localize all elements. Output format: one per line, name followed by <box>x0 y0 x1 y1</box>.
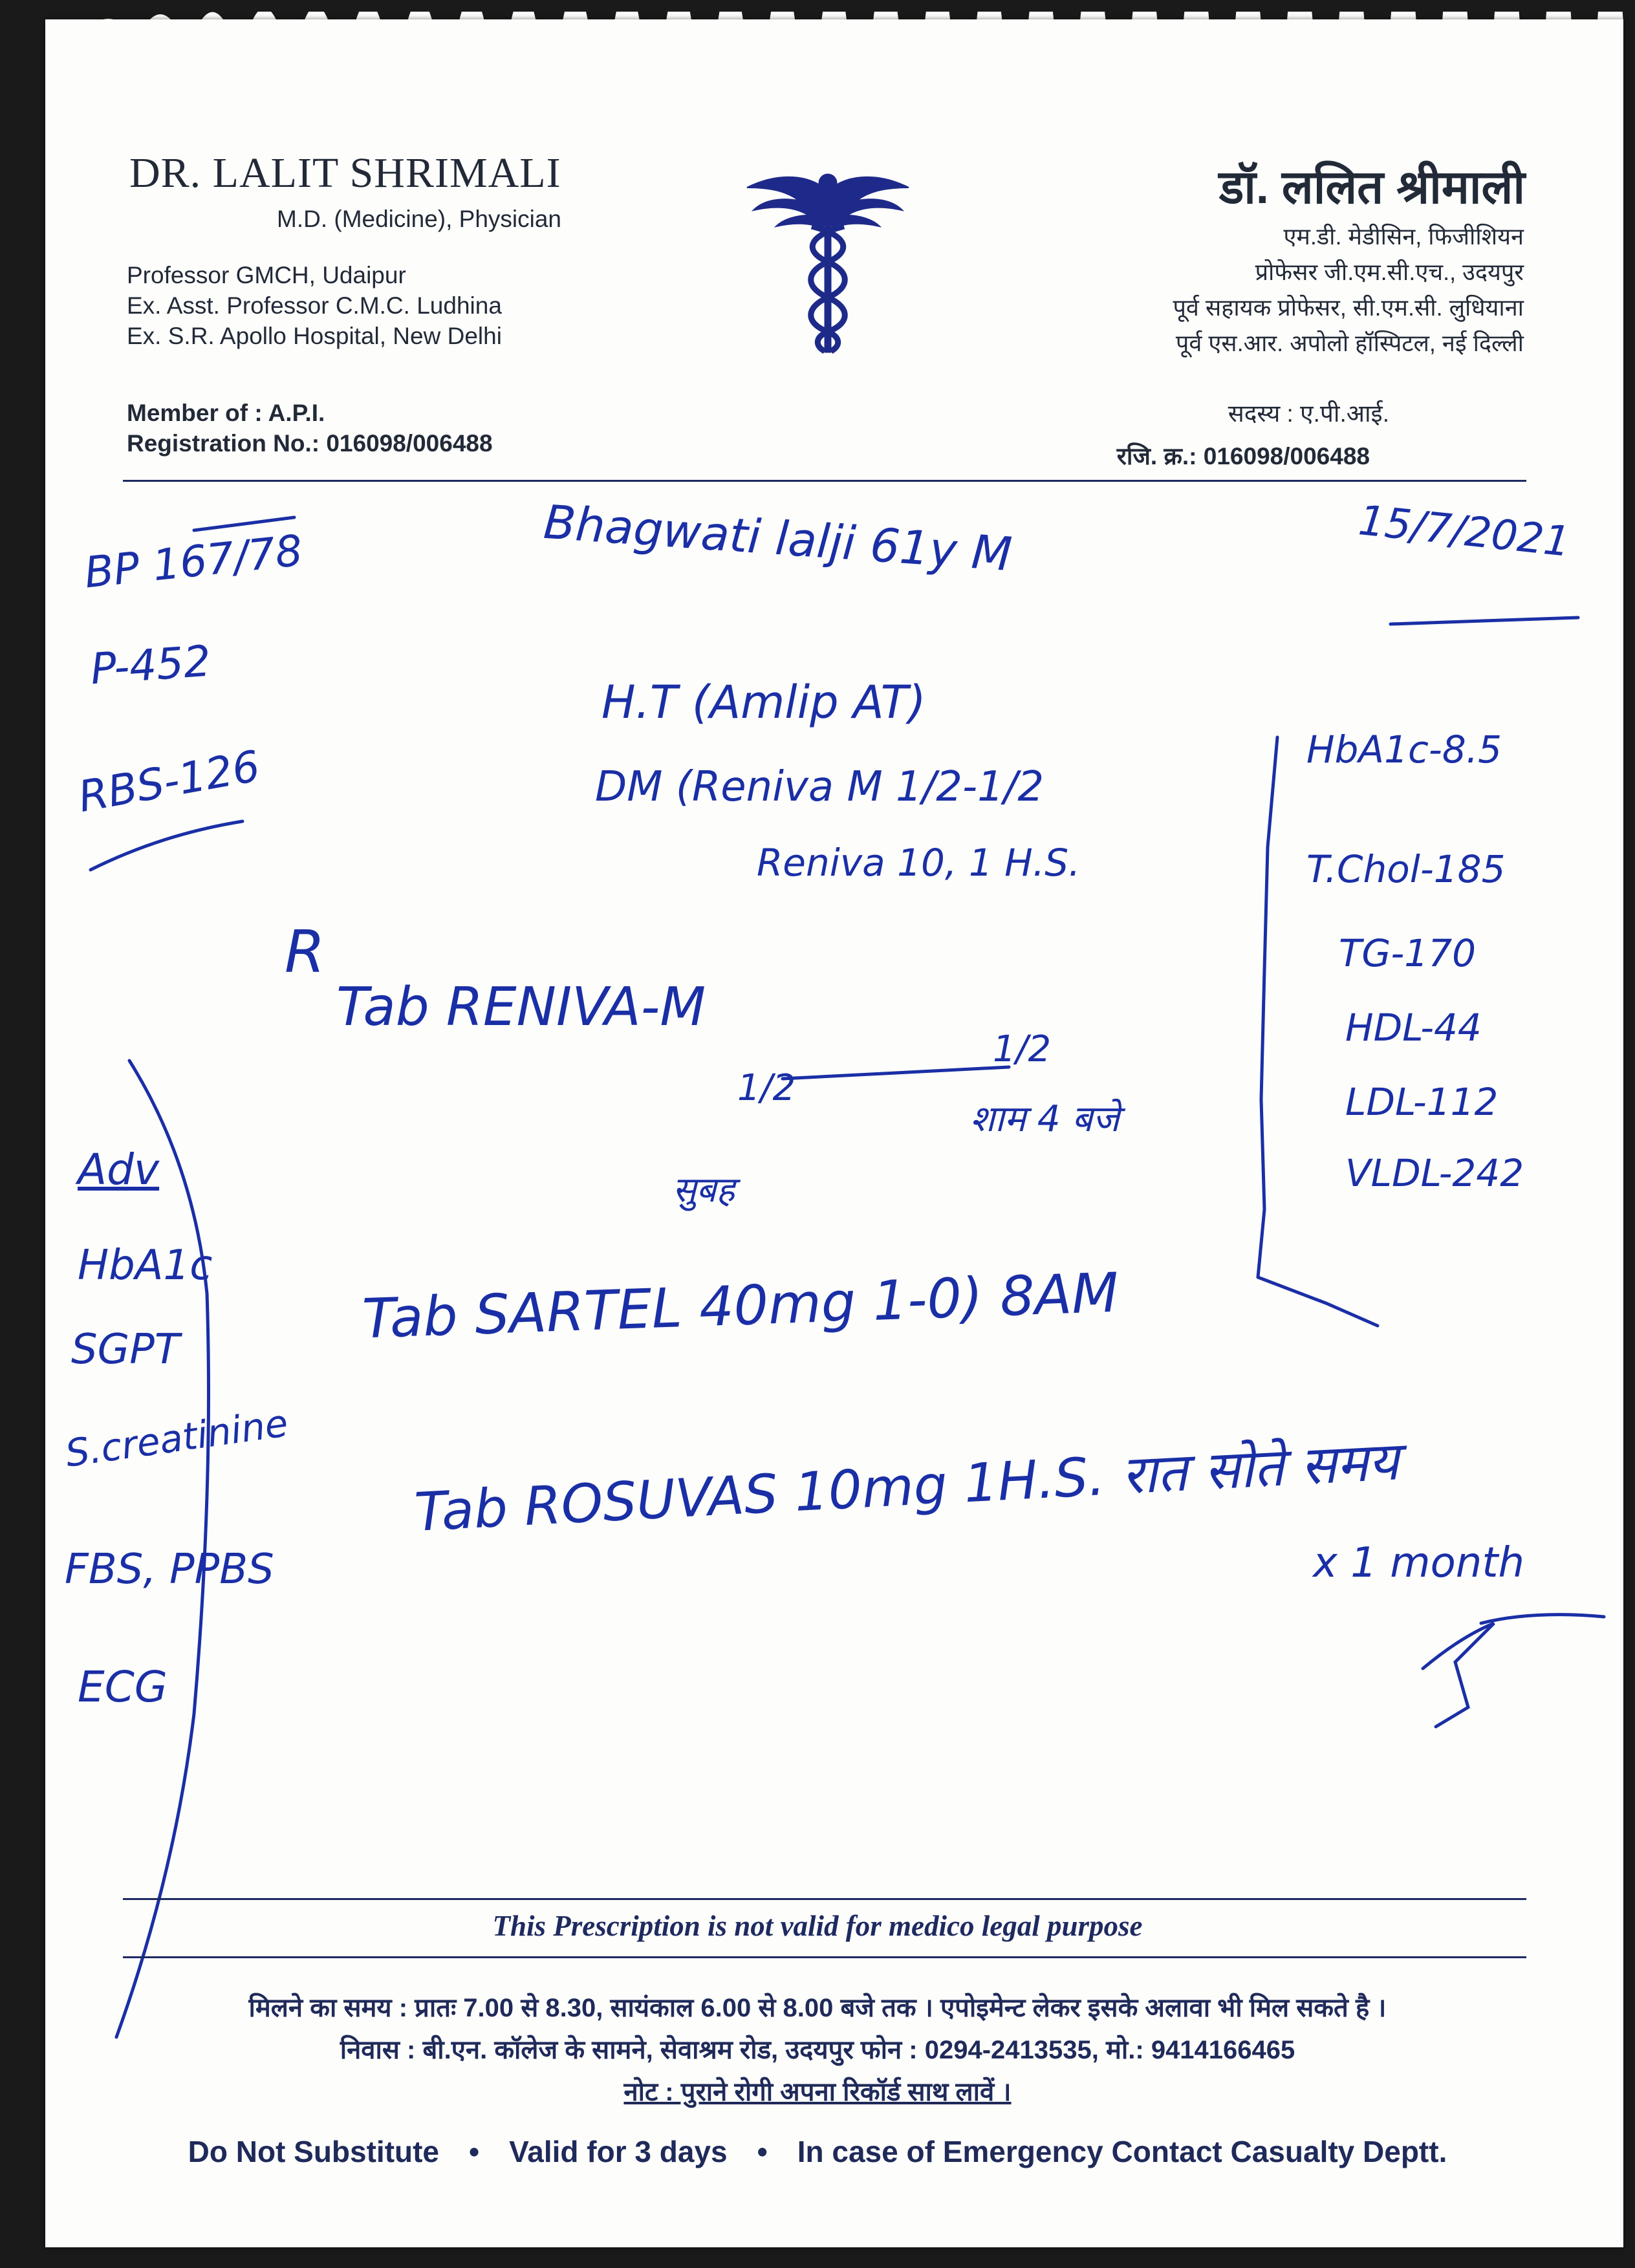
doctor-name-english: DR. LALIT SHRIMALI <box>129 149 561 197</box>
medicine-reniva: Tab RENIVA-M <box>336 977 706 1038</box>
patient-name: Bhagwati lalji 61y M <box>541 494 1014 582</box>
bottom-notice-bar <box>0 2134 1635 2169</box>
position-line-2: Ex. Asst. Professor C.M.C. Ludhina <box>127 292 502 319</box>
dose-evening: 1/2 <box>993 1028 1052 1070</box>
old-patient-note: नोट : पुराने रोगी अपना रिकॉर्ड साथ लावें । <box>623 2078 1012 2106</box>
doctor-name-hindi: डॉ. ललित श्रीमाली <box>1218 162 1525 213</box>
advised-heading: Adv <box>78 1145 160 1194</box>
position-hindi-1: प्रोफेसर जी.एम.सी.एच., उदयपुर <box>1255 259 1524 285</box>
emergency-notice: In case of Emergency Contact Casualty Deptt. <box>797 2135 1447 2168</box>
visiting-hours: मिलने का समय : प्रातः 7.00 से 8.30, सायंकाल 6.00 से 8.00 बजे तक । एपोइमेन्ट लेकर इसके अलावा भी मिल सकते है । <box>248 1994 1387 2022</box>
vital-pulse: P-452 <box>89 636 213 695</box>
lab-total-cholesterol: T.Chol-185 <box>1306 847 1506 891</box>
vital-bp: BP 167/78 <box>81 525 305 598</box>
dose-morning: 1/2 <box>737 1067 796 1109</box>
advised-sgpt: SGPT <box>71 1326 180 1374</box>
position-line-1: Professor GMCH, Udaipur <box>127 262 406 288</box>
position-line-3: Ex. S.R. Apollo Hospital, New Delhi <box>127 323 502 349</box>
bullet-icon: • <box>469 2135 480 2168</box>
bullet-icon: • <box>757 2135 768 2168</box>
validity-notice: Valid for 3 days <box>509 2135 728 2168</box>
lab-triglycerides: TG-170 <box>1339 931 1477 975</box>
lab-ldl: LDL-112 <box>1345 1080 1499 1124</box>
advised-ecg: ECG <box>78 1662 168 1712</box>
vital-rbs: RBS-126 <box>74 741 264 822</box>
history-diabetes-dose: Reniva 10, 1 H.S. <box>757 841 1081 885</box>
qualification-english: M.D. (Medicine), Physician <box>277 206 562 232</box>
duration: x 1 month <box>1313 1539 1524 1587</box>
lab-hdl: HDL-44 <box>1345 1006 1482 1050</box>
advised-fbs-ppbs: FBS, PPBS <box>65 1546 274 1593</box>
lab-vldl: VLDL-242 <box>1345 1151 1524 1195</box>
membership-hindi: सदस्य : ए.पी.आई. <box>1228 400 1389 427</box>
do-not-substitute: Do Not Substitute <box>188 2135 440 2168</box>
footer-divider-top <box>123 1898 1526 1900</box>
position-hindi-3: पूर्व एस.आर. अपोलो हॉस्पिटल, नई दिल्ली <box>1175 330 1524 356</box>
membership-english: Member of : A.P.I. <box>127 400 325 426</box>
footer-divider-bottom <box>123 1956 1526 1958</box>
prescription-date: 15/7/2021 <box>1356 497 1573 567</box>
dose-morning-label: सुबह <box>673 1169 735 1210</box>
dose-evening-label: शाम 4 बजे <box>970 1098 1120 1140</box>
advised-creatinine: S.creatinine <box>62 1401 291 1476</box>
history-hypertension: H.T (Amlip AT) <box>601 676 926 729</box>
registration-hindi: रजि. क्र.: 016098/006488 <box>1116 443 1370 470</box>
qualification-hindi: एम.डी. मेडीसिन, फिजीशियन <box>1283 223 1524 250</box>
residence-address: निवास : बी.एन. कॉलेज के सामने, सेवाश्रम रोड, उदयपुर फोन : 0294-2413535, मो.: 9414166465 <box>340 2036 1295 2064</box>
rx-symbol: R <box>285 918 325 986</box>
medicine-rosuvas: Tab ROSUVAS 10mg 1H.S. रात सोते समय <box>413 1431 1401 1544</box>
advised-hba1c: HbA1c <box>78 1242 213 1290</box>
registration-english: Registration No.: 016098/006488 <box>127 430 493 457</box>
medicine-sartel: Tab SARTEL 40mg 1-0) 8AM <box>361 1260 1120 1351</box>
medico-legal-disclaimer: This Prescription is not valid for medico legal purpose <box>492 1910 1143 1942</box>
position-hindi-2: पूर्व सहायक प्रोफेसर, सी.एम.सी. लुधियाना <box>1173 294 1524 321</box>
history-diabetes: DM (Reniva M 1/2-1/2 <box>595 763 1045 811</box>
lab-hba1c: HbA1c-8.5 <box>1306 728 1502 772</box>
